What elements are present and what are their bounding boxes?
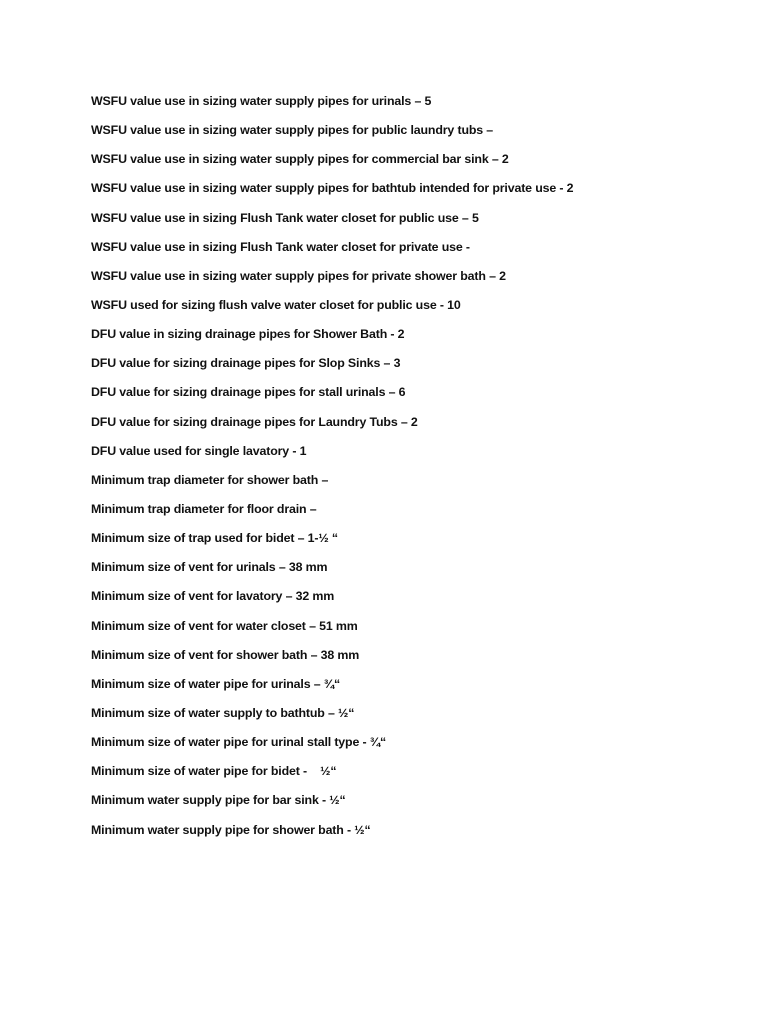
text-line: Minimum size of water pipe for urinals – ¾“ bbox=[91, 676, 340, 691]
text-line: Minimum size of vent for water closet – 51 mm bbox=[91, 618, 358, 633]
text-line: Minimum trap diameter for shower bath – bbox=[91, 472, 329, 487]
document-text-body bbox=[91, 90, 751, 848]
text-line: Minimum size of vent for lavatory – 32 mm bbox=[91, 589, 335, 604]
text-line: WSFU value use in sizing water supply pipes for public laundry tubs – bbox=[91, 123, 494, 138]
text-line: Minimum trap diameter for floor drain – bbox=[91, 501, 317, 516]
text-line: Minimum water supply pipe for bar sink - ½“ bbox=[91, 793, 346, 808]
text-line: Minimum size of water pipe for bidet - ½“ bbox=[91, 764, 337, 779]
text-line: WSFU value use in sizing Flush Tank water closet for public use – 5 bbox=[91, 210, 479, 225]
text-line: WSFU value use in sizing water supply pipes for bathtub intended for private use - 2 bbox=[91, 181, 574, 196]
text-line: DFU value used for single lavatory - 1 bbox=[91, 443, 307, 458]
text-line: Minimum size of trap used for bidet – 1-½ “ bbox=[91, 531, 338, 546]
text-line: WSFU value use in sizing water supply pipes for commercial bar sink – 2 bbox=[91, 152, 509, 167]
text-line: WSFU value use in sizing Flush Tank water closet for private use - bbox=[91, 239, 470, 254]
text-line: WSFU value use in sizing water supply pipes for private shower bath – 2 bbox=[91, 268, 506, 283]
text-line: Minimum size of vent for urinals – 38 mm bbox=[91, 560, 328, 575]
text-line: WSFU used for sizing flush valve water closet for public use - 10 bbox=[91, 297, 461, 312]
text-line: DFU value for sizing drainage pipes for stall urinals – 6 bbox=[91, 385, 406, 400]
text-line: Minimum size of water pipe for urinal stall type - ¾“ bbox=[91, 735, 386, 750]
text-line: Minimum water supply pipe for shower bath - ½“ bbox=[91, 822, 371, 837]
text-line: Minimum size of vent for shower bath – 38 mm bbox=[91, 647, 360, 662]
text-line: DFU value in sizing drainage pipes for Shower Bath - 2 bbox=[91, 327, 405, 342]
text-line: DFU value for sizing drainage pipes for Laundry Tubs – 2 bbox=[91, 414, 418, 429]
text-line: DFU value for sizing drainage pipes for Slop Sinks – 3 bbox=[91, 356, 401, 371]
text-line: Minimum size of water supply to bathtub – ½“ bbox=[91, 705, 355, 720]
text-line: WSFU value use in sizing water supply pipes for urinals – 5 bbox=[91, 94, 432, 108]
